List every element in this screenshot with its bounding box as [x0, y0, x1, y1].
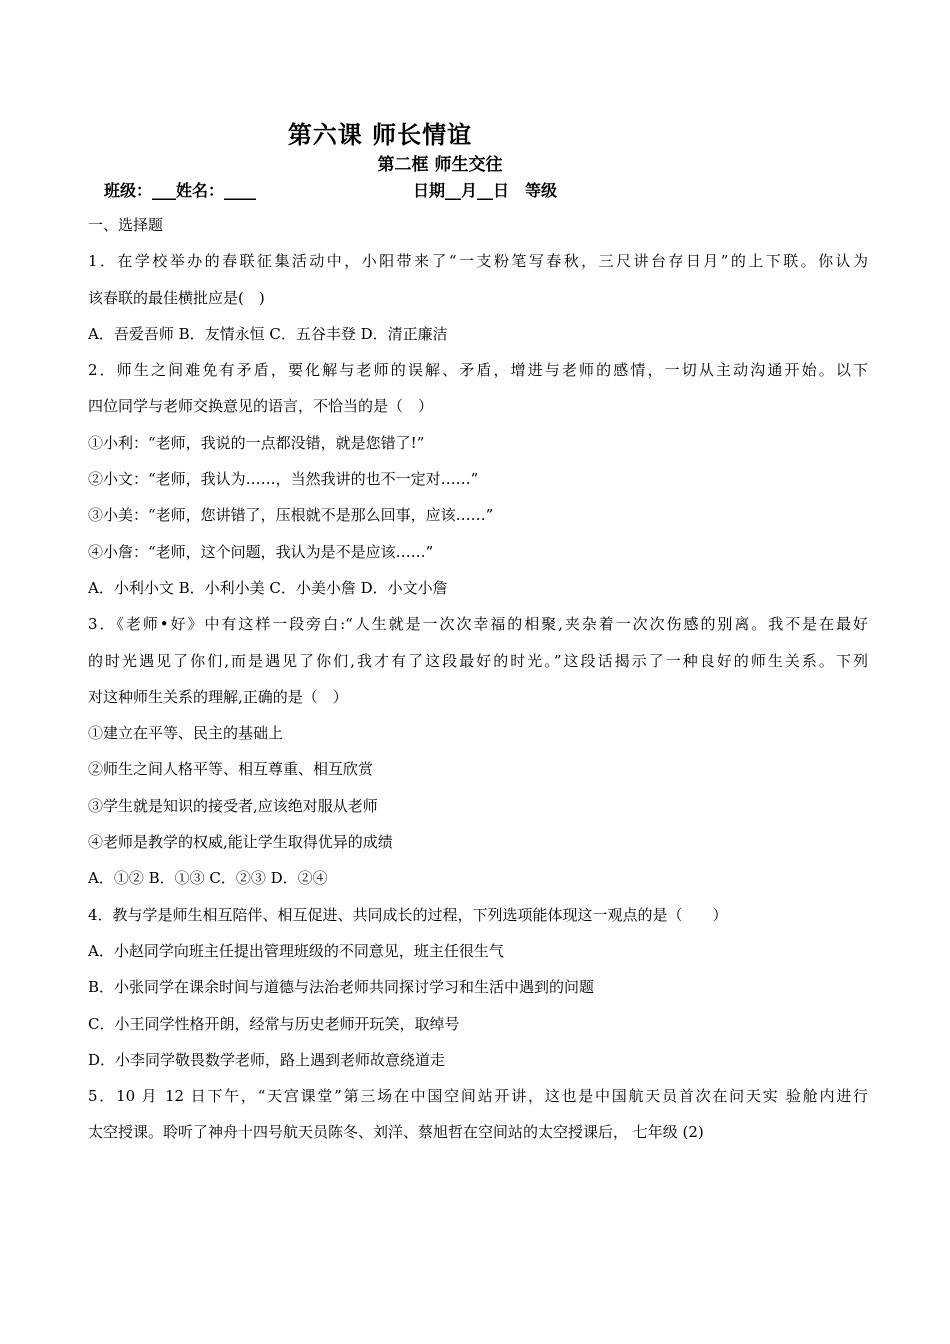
section-subtitle: 第二框 师生交往: [377, 155, 503, 175]
q5-stem-line2: 太空授课。聆听了神舟十四号航天员陈冬、刘洋、蔡旭哲在空间站的太空授课后， 七年级 (2): [88, 1123, 704, 1142]
student-info-row: [104, 178, 910, 200]
q4-option-b: B．小张同学在课余时间与道德与法治老师共同探讨学习和生活中遇到的问题: [88, 978, 595, 997]
q4-option-a: A．小赵同学向班主任提出管理班级的不同意见，班主任很生气: [88, 941, 504, 960]
q1-options: A．吾爱吾师 B．友情永恒 C．五谷丰登 D．清正廉洁: [88, 324, 448, 343]
q5-stem-line1: 5．10 月 12 日下午，“天宫课堂”第三场在中国空间站开讲，这也是中国航天员首次在问天实 验舱内进行: [88, 1087, 868, 1106]
q3-item-1: ①建立在平等、民主的基础上: [88, 724, 284, 743]
q2-item-2: ②小文：“老师，我认为……，当然我讲的也不一定对……”: [88, 470, 479, 489]
q2-item-1: ①小利：“老师，我说的一点都没错，就是您错了!”: [88, 433, 425, 452]
q4-stem-line1: 4．教与学是师生相互陪伴、相互促进、共同成长的过程，下列选项能体现这一观点的是（ ）: [88, 905, 728, 924]
q3-item-3: ③学生就是知识的接受者,应该绝对服从老师: [88, 796, 378, 815]
q2-stem-line1: 2．师生之间难免有矛盾，要化解与老师的误解、矛盾，增进与老师的感情，一切从主动沟通开始。以下: [88, 361, 868, 380]
q1-stem-line2: 该春联的最佳横批应是( ): [88, 288, 265, 307]
lesson-title: 第六课 师长情谊: [287, 120, 473, 149]
q3-item-4: ④老师是教学的权威,能让学生取得优异的成绩: [88, 833, 393, 852]
section-heading: 一、选择题: [88, 216, 164, 234]
q2-stem-line2: 四位同学与老师交换意见的语言，不恰当的是（ ）: [88, 397, 434, 416]
date-grade-fields: 日期__月__日 等级: [413, 181, 558, 200]
q4-option-c: C．小王同学性格开朗，经常与历史老师开玩笑，取绰号: [88, 1014, 460, 1033]
q3-stem-line1: 3．《老师•好》中有这样一段旁白:“人生就是一次次幸福的相聚,夹杂着一次次伤感的别离。我不是在最好: [88, 615, 868, 634]
q2-item-3: ③小美：“老师，您讲错了，压根就不是那么回事，应该……”: [88, 506, 494, 525]
q2-options: A．小利小文 B．小利小美 C．小美小詹 D．小文小詹: [88, 578, 448, 597]
q3-item-2: ②师生之间人格平等、相互尊重、相互欣赏: [88, 760, 374, 779]
q2-item-4: ④小詹：“老师，这个问题，我认为是不是应该……”: [88, 542, 434, 561]
q4-option-d: D．小李同学敬畏数学老师，路上遇到老师故意绕道走: [88, 1050, 446, 1069]
q3-stem-line3: 对这种师生关系的理解,正确的是（ ）: [88, 687, 348, 706]
q1-stem-line1: 1．在学校举办的春联征集活动中，小阳带来了“一支粉笔写春秋，三尺讲台存日月”的上下联。你认为: [88, 252, 868, 271]
class-name-fields: 班级：___姓名：____: [104, 181, 257, 200]
worksheet-body: [88, 207, 868, 1151]
q3-options: A．①② B．①③ C．②③ D．②④: [88, 869, 328, 888]
q3-stem-line2: 的时光遇见了你们,而是遇见了你们,我才有了这段最好的时光。”这段话揭示了一种良好的师生关系。下列: [88, 651, 868, 670]
